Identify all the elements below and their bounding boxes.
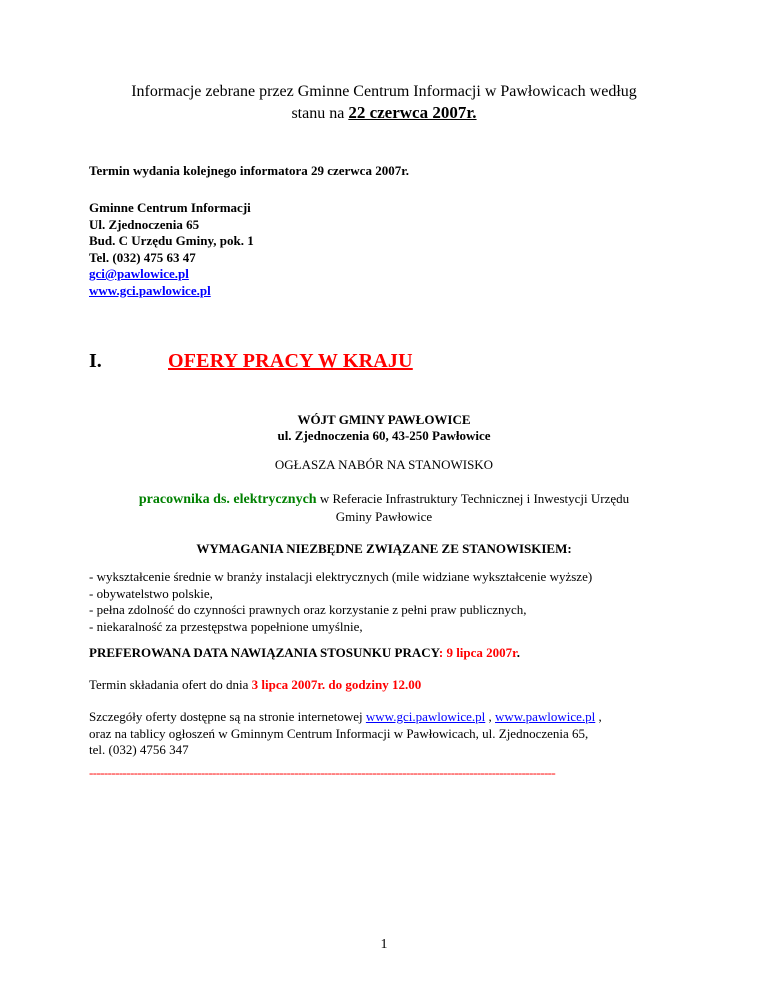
header-line-2-prefix: stanu na	[291, 105, 349, 122]
details-line-2: oraz na tablicy ogłoszeń w Gminnym Centrum Informacji w Pawłowicach, ul. Zjednoczenia 65,	[89, 725, 589, 741]
details-prefix: Szczegóły oferty dostępne są na stronie internetowej	[89, 709, 366, 724]
details-link-gci[interactable]: www.gci.pawlowice.pl	[365, 709, 486, 724]
preferred-date-end: .	[516, 645, 520, 660]
deadline-label: Termin składania ofert do dnia	[89, 677, 252, 692]
deadline-value: 3 lipca 2007r. do godziny 12.00	[251, 677, 422, 692]
employer-address: ul. Zjednoczenia 60, 43-250 Pawłowice	[277, 428, 491, 443]
header-line-2	[0, 103, 768, 123]
header-line-1: Informacje zebrane przez Gminne Centrum Informacji w Pawłowicach według	[131, 83, 637, 100]
details-link-pawlowice[interactable]: www.pawlowice.pl	[495, 709, 596, 724]
application-deadline	[89, 677, 421, 693]
page-number: 1	[380, 937, 388, 952]
details-separator: ,	[485, 709, 496, 724]
requirement-item: - obywatelstwo polskie,	[89, 585, 213, 601]
contact-website-link[interactable]: www.gci.pawlowice.pl	[89, 282, 211, 298]
position-title: pracownika ds. elektrycznych	[138, 492, 317, 507]
next-issue-date: Termin wydania kolejnego informatora 29 czerwca 2007r.	[89, 163, 410, 178]
header-date: 22 czerwca 2007r.	[348, 103, 477, 122]
position-department: w Referacie Infrastruktury Technicznej i Inwestycji Urzędu	[316, 491, 630, 506]
requirements-heading: WYMAGANIA NIEZBĘDNE ZWIĄZANE ZE STANOWISKIEM:	[196, 541, 572, 556]
offer-details	[89, 709, 602, 759]
preferred-date-label: PREFEROWANA DATA NAWIĄZANIA STOSUNKU PRACY	[89, 645, 439, 660]
contact-name: Gminne Centrum Informacji	[89, 200, 251, 215]
details-line-3: tel. (032) 4756 347	[89, 742, 189, 757]
dashed-separator: -----------------------------------------------------------------------------------------------------------------------------	[89, 765, 556, 780]
requirements-list	[89, 569, 592, 635]
contact-block	[89, 200, 254, 299]
details-suffix: ,	[595, 709, 602, 724]
position-department-cont: Gminy Pawłowice	[335, 509, 433, 524]
employer-name: WÓJT GMINY PAWŁOWICE	[297, 412, 471, 427]
requirement-item: - wykształcenie średnie w branży instalacji elektrycznych (mile widziane wykształcenie wyższe)	[89, 569, 593, 584]
requirement-item: - niekaralność za przestępstwa popełnione umyślnie,	[89, 618, 363, 634]
contact-street: Ul. Zjednoczenia 65	[89, 216, 200, 232]
contact-building: Bud. C Urzędu Gminy, pok. 1	[89, 233, 254, 248]
contact-phone: Tel. (032) 475 63 47	[89, 249, 196, 265]
announcement: OGŁASZA NABÓR NA STANOWISKO	[274, 457, 494, 472]
section-number: I.	[89, 350, 102, 372]
section-title: OFERY PRACY W KRAJU	[168, 350, 413, 372]
contact-email-link[interactable]: gci@pawlowice.pl	[89, 266, 189, 281]
preferred-date-value: : 9 lipca 2007r	[438, 645, 517, 660]
position-description	[89, 490, 679, 525]
requirement-item: - pełna zdolność do czynności prawnych oraz korzystanie z pełni praw publicznych,	[89, 602, 527, 617]
preferred-start-date	[89, 645, 520, 661]
